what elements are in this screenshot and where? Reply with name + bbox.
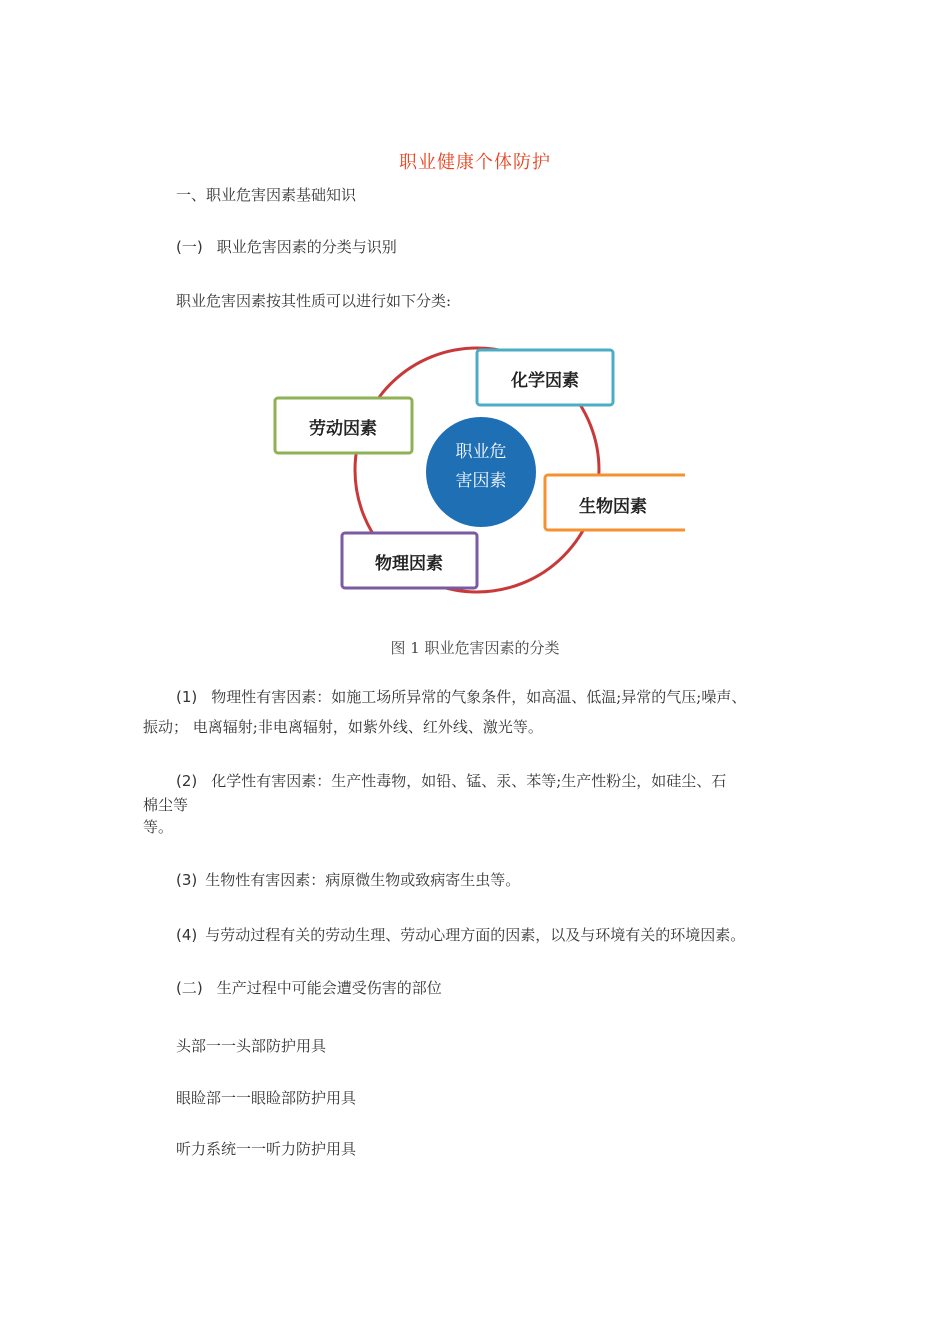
body-part-item: 头部一一头部防护用具 [176,1037,327,1055]
item-1-line1 [176,686,746,707]
item-2-line3: 等。 [143,818,174,836]
node-labor-label: 劳动因素 [309,419,377,439]
section-heading-1: 一、职业危害因素基础知识 [176,186,357,204]
item-2-line1 [176,770,726,791]
subsection-heading-2 [176,977,442,998]
item-1-text: 物理性有害因素：如施工场所异常的气象条件，如高温、低温;异常的气压;噪声、 [211,688,747,706]
node-labor [275,398,412,453]
intro-paragraph: 职业危害因素按其性质可以进行如下分类: [176,292,452,310]
node-physical [342,533,477,588]
item-2-text: 化学性有害因素：生产性毒物，如铅、锰、汞、苯等;生产性粉尘，如硅尘、石 [211,772,727,790]
subsection-heading-1 [176,236,397,257]
figure-caption: 图 1 职业危害因素的分类 [390,639,560,657]
subsection-2-number: (二) [176,979,203,997]
node-biological-label: 生物因素 [579,497,647,517]
diagram-svg [265,345,685,595]
center-label-line1: 职业危 [455,442,507,462]
page-title: 职业健康个体防护 [399,152,551,173]
item-1-number: (1) [176,688,198,706]
node-biological [545,475,685,530]
subsection-2-text: 生产过程中可能会遭受伤害的部位 [216,979,442,997]
body-part-item: 眼睑部一一眼睑部防护用具 [176,1089,357,1107]
item-3-text: 生物性有害因素：病原微生物或致病寄生虫等。 [205,871,521,889]
item-2-number: (2) [176,772,198,790]
item-4-text: 与劳动过程有关的劳动生理、劳动心理方面的因素，以及与环境有关的环境因素。 [205,926,746,944]
subsection-text: 职业危害因素的分类与识别 [216,238,397,256]
item-4 [176,924,745,945]
item-2-line2: 棉尘等 [143,796,189,814]
item-3 [176,869,520,890]
item-3-number: (3) [176,871,198,889]
item-4-number: (4) [176,926,198,944]
classification-diagram [265,345,685,595]
node-chemical-label: 化学因素 [511,371,579,391]
node-physical-label: 物理因素 [375,554,443,574]
node-chemical [477,350,613,405]
body-part-item: 听力系统一一听力防护用具 [176,1140,357,1158]
center-label-line2: 害因素 [455,471,507,491]
subsection-number: (一) [176,238,203,256]
item-1-line2: 振动； 电离辐射;非电离辐射，如紫外线、红外线、激光等。 [143,718,543,736]
